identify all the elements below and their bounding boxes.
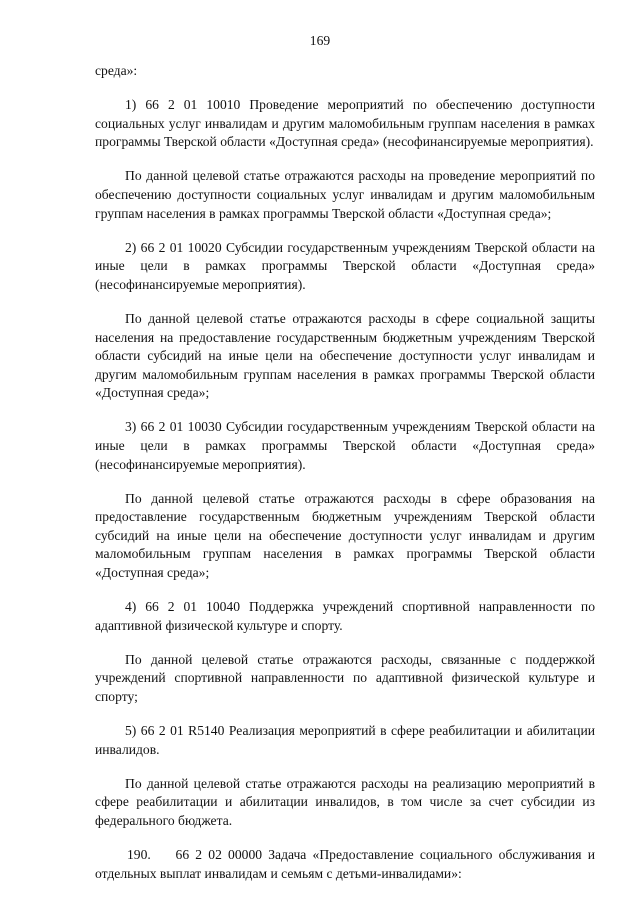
paragraph-item-3: 3) 66 2 01 10030 Субсидии государственным учреждениям Тверской области на иные цели в рамках программы Тверской области «Доступная среда» (несофинансируемые мероприятия). bbox=[95, 419, 595, 472]
paragraph-continuation: среда»: bbox=[95, 63, 138, 78]
paragraph-item-1: 1) 66 2 01 10010 Проведение мероприятий по обеспечению доступности социальных услуг инвалидам и другим маломобильным группам населения в рамках программы Тверской области «Доступная среда» (несофинансируемые мероприятия). bbox=[95, 97, 595, 150]
paragraph-description-5: По данной целевой статье отражаются расходы на реализацию мероприятий в сфере реабилитации и абилитации инвалидов, в том числе за счет субсидии из федерального бюджета. bbox=[95, 775, 595, 828]
paragraph-description-4: По данной целевой статье отражаются расходы, связанные с поддержкой учреждений спортивной направленности по адаптивной физической культуре и спорту; bbox=[95, 651, 595, 705]
page-number: 169 bbox=[309, 33, 331, 48]
paragraph-description-1: По данной целевой статье отражаются расходы на проведение мероприятий по обеспечению доступности социальных услуг инвалидам и другим маломобильным группам населения в рамках программы Тверской области «Доступная среда»; bbox=[95, 168, 595, 221]
paragraph-item-2: 2) 66 2 01 10020 Субсидии государственным учреждениям Тверской области на иные цели в рамках программы Тверской области «Доступная среда» (несофинансируемые мероприятия). bbox=[95, 239, 595, 292]
paragraph-description-3: По данной целевой статье отражаются расходы в сфере образования на предоставление государственным бюджетным учреждениям Тверской области субсидий на иные цели на обеспечение доступности услуг инвалидам и другим маломобильным группам населения в рамках программы Тверской области «Доступная среда»; bbox=[95, 490, 595, 581]
document-body bbox=[95, 62, 599, 883]
paragraph-description-2: По данной целевой статье отражаются расходы в сфере социальной защиты населения на предоставление государственным бюджетным учреждениям Тверской области субсидий на иные цели на обеспечение доступности услуг инвалидам и другим маломобильным группам населения в рамках программы Тверской области «Доступная среда»; bbox=[95, 310, 595, 401]
paragraph-item-5: 5) 66 2 01 R5140 Реализация мероприятий в сфере реабилитации и абилитации инвалидов. bbox=[95, 723, 595, 757]
paragraph-task-190: 190. 66 2 02 00000 Задача «Предоставление социального обслуживания и отдельных выплат инвалидам и семьям с детьми-инвалидами»: bbox=[95, 847, 599, 881]
paragraph-item-4: 4) 66 2 01 10040 Поддержка учреждений спортивной направленности по адаптивной физической культуре и спорту. bbox=[95, 599, 595, 633]
